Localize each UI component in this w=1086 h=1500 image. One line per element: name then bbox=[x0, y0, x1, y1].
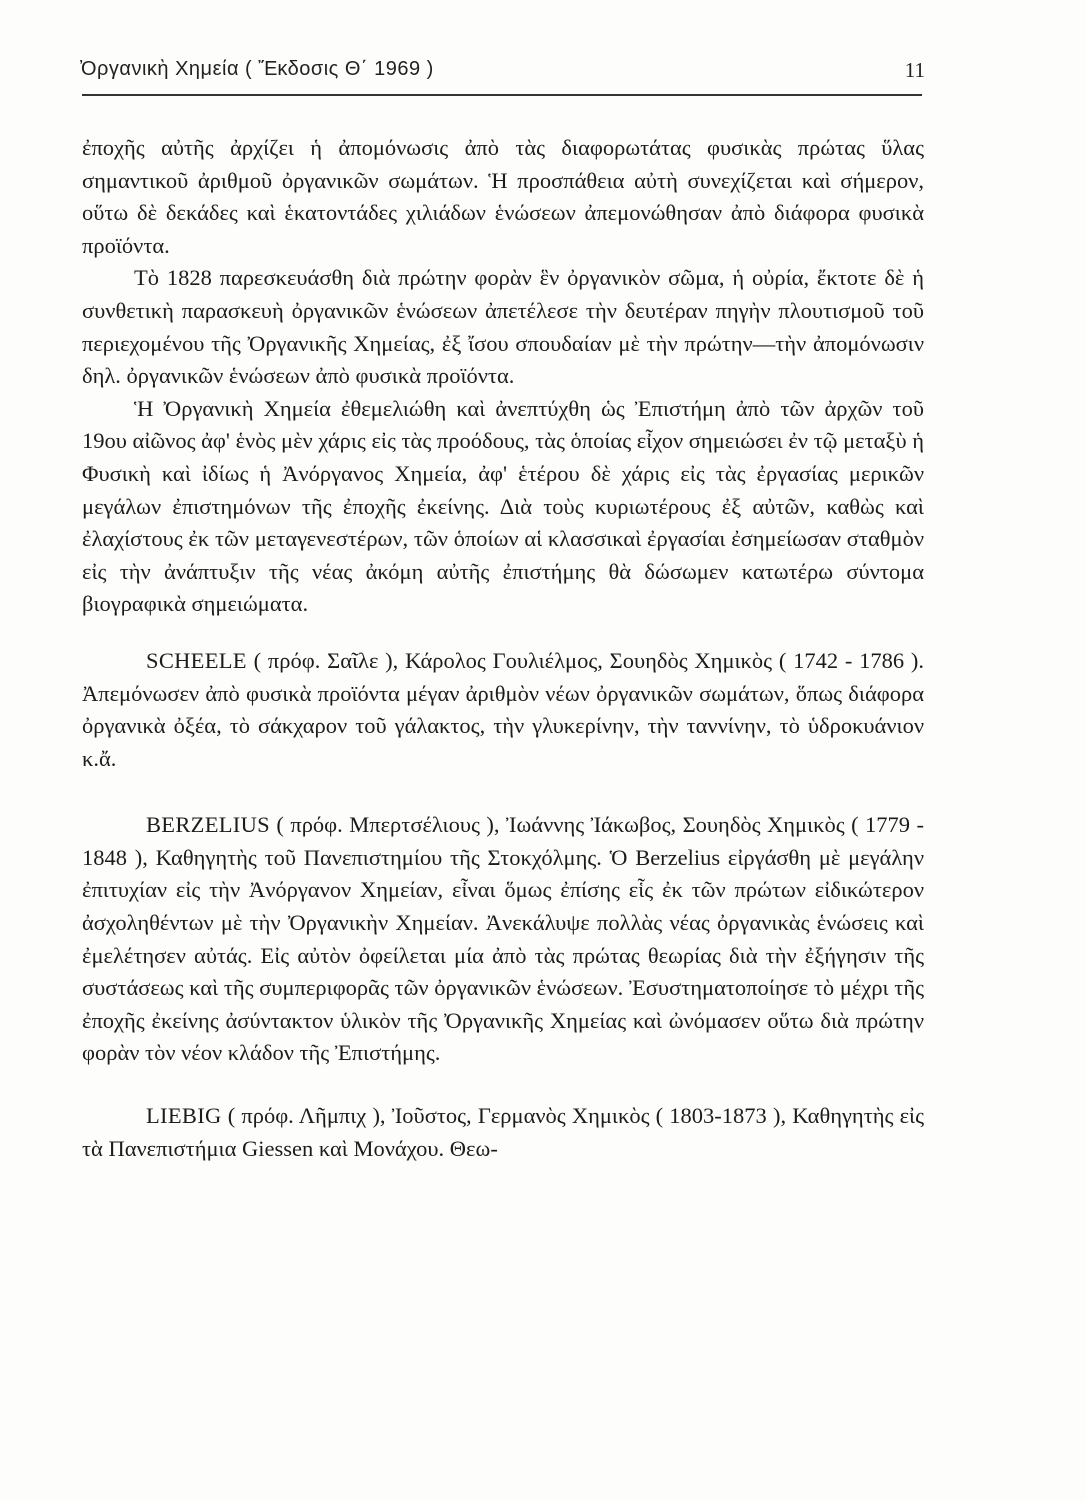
entry-text-berzelius: ( πρόφ. Μπερτσέλιους ), Ἰωάννης Ἰάκωβος, Σουηδὸς Χημικὸς ( 1779 - 1848 ), Καθηγητὴς τοῦ Πανεπιστημίου τῆς Στοκχόλμης. Ὁ Berzelius εἰργάσθη μὲ μεγάλην ἐπιτυχίαν εἰς τὴν Ἀνόργανον Χημείαν, εἶναι ὅμως ἐπίσης εἷς ἐκ τῶν πρώτων εἰδικώτερον ἀσχοληθέντων μὲ τὴν Ὀργανικὴν Χημείαν. Ἀνεκάλυψε πολλὰς νέας ὀργανικὰς ἑνώσεις καὶ ἐμελέτησεν αὐτάς. Εἰς αὐτὸν ὀφείλεται μία ἀπὸ τὰς πρώτας θεωρίας διὰ τὴν ἐξήγησιν τῆς συστάσεως καὶ τῆς συμπεριφορᾶς τῶν ὀργανικῶν ἑνώσεων. Ἐσυστηματοποίησε τὸ μέχρι τῆς ἐποχῆς ἐκείνης ἀσύντακτον ὑλικὸν τῆς Ὀργανικῆς Χημείας καὶ ὠνόμασεν οὕτω διὰ πρώτην φορὰν τὸν νέον κλάδον τῆς Ἐπιστήμης. bbox=[82, 812, 924, 1066]
header-divider bbox=[82, 94, 922, 96]
paragraph-synthesis: Τὸ 1828 παρεσκευάσθη διὰ πρώτην φορὰν ἓν ὀργανικὸν σῶμα, ἡ οὐρία, ἔκτοτε δὲ ἡ συνθετικὴ παρασκευὴ ὀργανικῶν ἑνώσεων ἀπετέλεσε τὴν δευτέραν πηγὴν πλουτισμοῦ τοῦ περιεχομένου τῆς Ὀργανικῆς Χημείας, ἐξ ἴσου σπουδαίαν μὲ τὴν πρώτην—τὴν ἀπομόνωσιν δηλ. ὀργανικῶν ἑνώσεων ἀπὸ φυσικὰ προϊόντα. bbox=[82, 265, 924, 389]
entry-liebig bbox=[82, 1100, 924, 1165]
entry-scheele bbox=[82, 645, 924, 775]
entry-name-liebig: LIEBIG bbox=[146, 1103, 222, 1129]
entry-berzelius bbox=[82, 809, 924, 1070]
page-number: 11 bbox=[904, 58, 925, 82]
running-header bbox=[80, 58, 925, 90]
body-text bbox=[82, 132, 924, 1165]
entry-text-scheele: ( πρόφ. Σαῖλε ), Κάρολος Γουλιέλμος, Σουηδὸς Χημικὸς ( 1742 - 1786 ). Ἀπεμόνωσεν ἀπὸ φυσικὰ προϊόντα μέγαν ἀριθμὸν νέων ὀργανικῶν σωμάτων, ὅπως διάφορα ὀργανικὰ ὀξέα, τὸ σάκχαρον τοῦ γάλακτος, τὴν γλυκερίνην, τὴν ταννίνην, τὸ ὑδροκυάνιον κ.ἄ. bbox=[82, 647, 924, 771]
entry-name-scheele: SCHEELE bbox=[146, 647, 247, 673]
entry-text-liebig: ( πρόφ. Λῆμπιχ ), Ἰοῦστος, Γερμανὸς Χημικὸς ( 1803-1873 ), Καθηγητὴς εἰς τὰ Πανεπιστήμια Giessen καὶ Μονάχου. Θεω- bbox=[82, 1103, 924, 1161]
paragraph-founding: Ἡ Ὀργανικὴ Χημεία ἐθεμελιώθη καὶ ἀνεπτύχθη ὡς Ἐπιστήμη ἀπὸ τῶν ἀρχῶν τοῦ 19ου αἰῶνος ἀφ' ἑνὸς μὲν χάρις εἰς τὰς προόδους, τὰς ὁποίας εἶχον σημειώσει ἐν τῷ μεταξὺ ἡ Φυσικὴ καὶ ἰδίως ἡ Ἀνόργανος Χημεία, ἀφ' ἑτέρου δὲ χάρις εἰς τὰς ἐργασίας μερικῶν μεγάλων ἐπιστημόνων τῆς ἐποχῆς ἐκείνης. Διὰ τοὺς κυριωτέρους ἐξ αὐτῶν, καθὼς καὶ ἐλαχίστους ἐκ τῶν μεταγενεστέρων, τῶν ὁποίων αἱ κλασσικαὶ ἐργασίαι ἐσημείωσαν σταθμὸν εἰς τὴν ἀνάπτυξιν τῆς νέας ἀκόμη αὐτῆς ἐπιστήμης θὰ δώσωμεν κατωτέρω σύντομα βιογραφικὰ σημειώματα. bbox=[82, 395, 924, 617]
entry-name-berzelius: BERZELIUS bbox=[146, 812, 270, 838]
book-title: Ὀργανικὴ Χημεία ( Ἔκδοσις Θ΄ 1969 ) bbox=[80, 58, 434, 80]
paragraph-isolation: ἐποχῆς αὐτῆς ἀρχίζει ἡ ἀπομόνωσις ἀπὸ τὰς διαφορωτάτας φυσικὰς πρώτας ὕλας σημαντικοῦ ἀριθμοῦ ὀργανικῶν σωμάτων. Ἡ προσπάθεια αὐτὴ συνεχίζεται καὶ σήμερον, οὕτω δὲ δεκάδες καὶ ἑκατοντάδες χιλιάδων ἑνώσεων ἀπεμονώθησαν ἀπὸ διάφορα φυσικὰ προϊόντα. bbox=[82, 135, 924, 258]
